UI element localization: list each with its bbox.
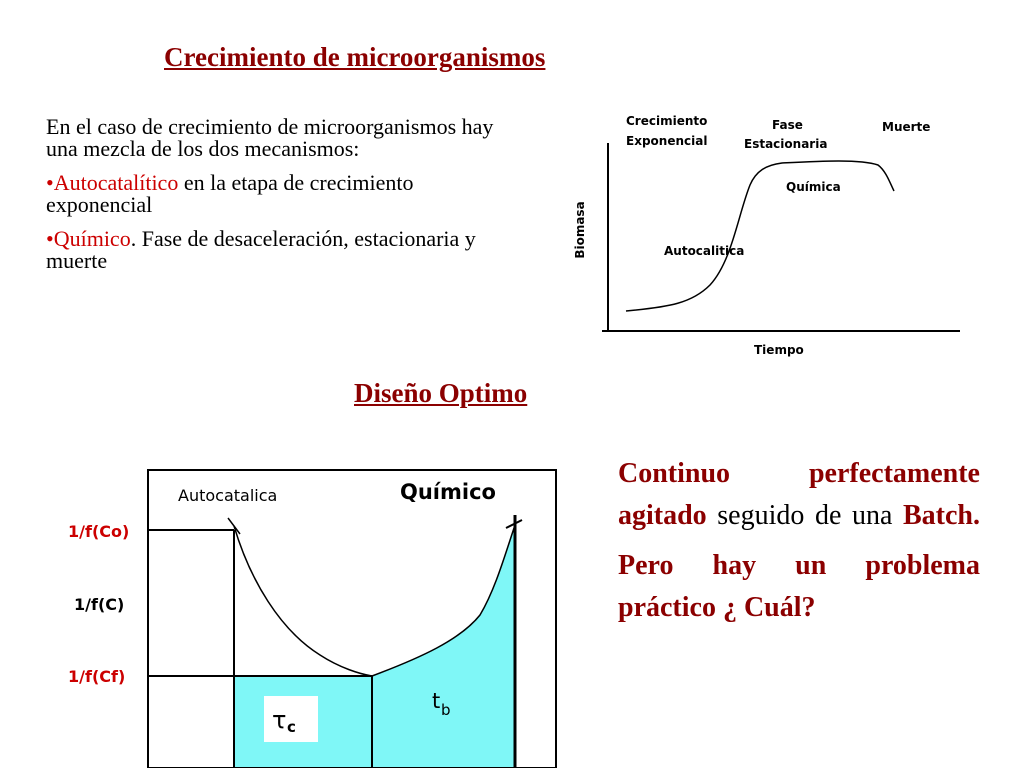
tau-subscript: c [287,718,296,736]
bullet-label: •Químico [46,226,131,251]
label-autocatalica: Autocatalica [178,486,278,505]
conclusion-paragraph-2: Pero hay un problema práctico ¿ Cuál? [618,550,980,623]
y-axis-label: Biomasa [573,201,587,259]
tick-label-co: 1/f(Co) [68,522,130,541]
conclusion-text [618,453,980,637]
label-fase: Fase [772,118,803,132]
bullet-autocatalitico [46,172,521,216]
growth-curve-diagram [560,105,970,365]
slide-title: Crecimiento de microorganismos [164,42,546,72]
bullet-text: en la etapa de crecimiento exponencial [46,170,414,217]
tick-label-c: 1/f(C) [74,595,125,614]
tb-label: t [432,689,441,713]
design-diagram [40,460,570,768]
x-axis-label: Tiempo [754,343,804,357]
section-title: Diseño Optimo [354,378,528,408]
label-autocalitica: Autocalitica [664,244,745,258]
growth-curve [626,161,894,311]
reactor-batch: Batch. [903,500,980,531]
label-quimico: Químico [400,480,496,504]
label-quimica: Química [786,180,841,194]
tb-subscript: b [441,701,451,719]
reactor-cstr: Continuo perfectamente agitado [618,458,980,531]
bullet-quimico [46,228,521,272]
label-muerte: Muerte [882,120,931,134]
bullet-text: . Fase de desaceleración, estacionaria y muerte [46,226,476,273]
intro-text [46,116,521,284]
connector-text: seguido de una [706,500,903,531]
label-exponencial: Exponencial [626,134,708,148]
batch-area [372,525,515,768]
intro-paragraph: En el caso de crecimiento de microorganismos hay una mezcla de los dos mecanismos: [46,114,494,161]
conclusion-paragraph-1 [618,453,980,537]
tau-label: τ [272,706,287,734]
label-crecimiento: Crecimiento [626,114,708,128]
bullet-label: •Autocatalítico [46,170,179,195]
tick-label-cf: 1/f(Cf) [68,667,126,686]
label-estacionaria: Estacionaria [744,137,828,151]
